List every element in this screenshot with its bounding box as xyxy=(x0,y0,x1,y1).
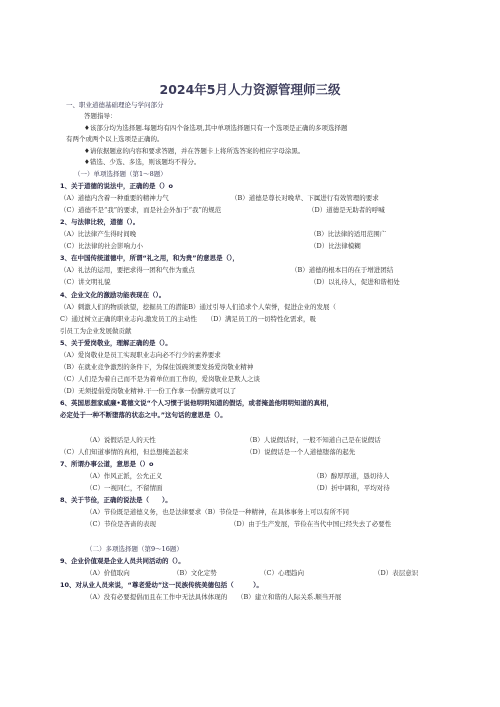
option: （B）道德的根本目的在于增进团结 xyxy=(291,266,394,274)
question-stem: 7、所谓办事公道，意思是（）o xyxy=(60,460,154,468)
guide-line: ♦请依据题意的内容和要求答题，并在答题卡上将所选答案的相应字母涂黑。 xyxy=(84,147,305,155)
option: （C）人们知道事情的真相，但总想掩盖起来 xyxy=(60,448,189,456)
question-stem: 4、企业文化的激励功能表现在（）。 xyxy=(60,291,166,299)
page-title: 2024年5月人力资源管理师三级 xyxy=(159,82,341,97)
option: （B）人说假话时，一般不知道自己是在说假话 xyxy=(246,436,381,444)
question-stem: 8、关于节俭，正确的说法是（ ）。 xyxy=(60,496,172,504)
option: （A）爱岗敬业是员工实现职业志向必不行少的素养要求 xyxy=(60,351,221,359)
option: （D）以礼待人，促进和谐相处 xyxy=(310,278,400,286)
option: （C）节俭是吝啬的表现 xyxy=(86,520,156,528)
option-line: 引员工为企业发展做贡献 xyxy=(60,327,132,335)
option: （D）无须提倡爱岗敬业精神.干一份工作拿一份酬劳就可以了 xyxy=(60,387,237,395)
guide-line: 有两个或两个以上选项是正确的。 xyxy=(66,135,164,143)
option: （B）比法律的适用范围广 xyxy=(310,230,387,238)
option: （C）心理趋向 xyxy=(260,569,304,577)
option: （A）道德内含着一种重要的精神力气 xyxy=(60,194,169,202)
option: （A）比法律产生得时间晚 xyxy=(60,230,137,238)
option: （C）比法律的社会影响力小 xyxy=(60,242,143,250)
option: （B）道德是尊长对晚辈、下属进行有效管理的要求 xyxy=(231,194,379,202)
question-stem: 1、关于道德的说法中，正确的是（）o xyxy=(60,182,173,190)
section-heading: 一、职业道德基础理论与学问部分 xyxy=(66,101,164,109)
question-stem: 2、与法律比较，道德（）。 xyxy=(60,218,140,226)
question-stem: 6、英国思想家威廉•葛德文说“个人习惯于说他明明知道的假话，或者掩盖他明明知道的真相， xyxy=(60,399,333,407)
option: （B）醇厚厚道，恳切待人 xyxy=(313,472,390,480)
option: （C）人们是为着自己而不是为着单位而工作的，爱岗敬业是欺人之谈 xyxy=(60,375,260,383)
option-line: （A）刺激人们的物质欲望，挖掘员工的潜能B）通过引导人们追求个人荣誉，促进企业的发展（ xyxy=(60,303,336,311)
option-line: （A）没有必要提倡而且在工作中无法具体体现的 （B）建立和谐的人际关系.顺当开展 xyxy=(86,593,342,601)
guide-label: 答题指导： xyxy=(84,112,117,120)
option: （C）讲文明礼貌 xyxy=(60,278,111,286)
option: （D）比法律模糊 xyxy=(310,242,361,250)
question-stem: 10、对从业人员来说，“尊老爱幼”这一民族传统美德包括（ ）。 xyxy=(60,581,263,589)
guide-line: ♦错选、少选、多选，则该题均不得分。 xyxy=(84,158,201,166)
option: （B）文化定势 xyxy=(173,569,217,577)
option: （B）在就业竞争激烈的条件下，为保住饭碗须要发扬爱岗敬业精神 xyxy=(60,363,254,371)
option: （A）说假话是人的天性 xyxy=(86,436,156,444)
option: （A）礼法的运用，要把求得一团和气作为重点 xyxy=(60,266,195,274)
guide-line: ♦该部分均为选择题.每题均有四个备选项,其中单项选择题只有一个选项是正确的多项选择题 xyxy=(84,124,348,132)
question-stem: 5、关于爱岗敬业，理解正确的是（）。 xyxy=(60,339,172,347)
option: （A）价值取向 xyxy=(86,569,130,577)
option: （D）折中调和，平均对待 xyxy=(313,484,390,492)
option: （D）道德是无助者的呼喊 xyxy=(308,206,385,214)
option: （D）表层意识 xyxy=(374,569,419,577)
option-line: （A）节俭既是道德义务，也是法律要求（B）节俭是一种精神，在具体事务上可以有所不同 xyxy=(86,508,349,516)
option: （D）说假话是一个人道德堕落的起先 xyxy=(246,448,356,456)
question-stem: 9、企业价值观是企业人员共同活动的（）。 xyxy=(60,557,185,565)
option-line: C）通过树立正确的职业志向.激发员工的主动性 （D）满足员工的一切特性化需求，吸 xyxy=(60,315,317,323)
question-stem: 必定处于一种不断堕落的状态之中。”这句话的意思是（）。 xyxy=(60,411,227,419)
question-stem: 3、在中国传统道德中，所谓“礼之用，和为贵”的意思是（）， xyxy=(60,254,239,262)
option: （C）道德不是“我”的要求，而是社会外加于“我”的规范 xyxy=(60,206,222,214)
option: （C）一视同仁，不留情面 xyxy=(86,484,163,492)
subsection-heading: （一）单项选择题（第1～8题） xyxy=(74,170,167,178)
subsection-heading: （二）多项选择题（第9～16题） xyxy=(86,545,183,553)
option: （D）由于生产发展，节俭在当代中国已经失去了必要性 xyxy=(230,520,392,528)
option: （A）作风正派，公允正义 xyxy=(86,472,163,480)
